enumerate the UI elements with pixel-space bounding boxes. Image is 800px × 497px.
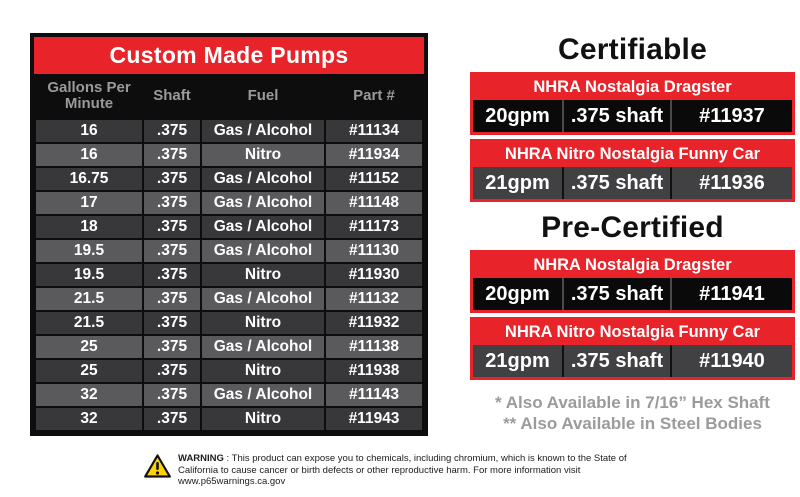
gpm-cell: 17 <box>36 192 142 214</box>
footnote-steel-bodies: ** Also Available in Steel Bodies <box>503 413 762 433</box>
shaft-cell: .375 <box>144 120 200 142</box>
gpm-cell: 19.5 <box>36 240 142 262</box>
cert-block-header: NHRA Nostalgia Dragster <box>533 256 732 274</box>
fuel-cell: Nitro <box>202 360 324 382</box>
cert-block-nitro-funny-car <box>470 139 795 202</box>
part-cell: #11138 <box>326 336 422 358</box>
gpm-value: 20gpm <box>473 278 562 310</box>
shaft-cell: .375 <box>144 288 200 310</box>
fuel-cell: Gas / Alcohol <box>202 240 324 262</box>
table-row <box>36 408 422 430</box>
shaft-cell: .375 <box>144 168 200 190</box>
table-row <box>36 312 422 334</box>
cert-block-header: NHRA Nitro Nostalgia Funny Car <box>504 145 761 163</box>
part-cell: #11934 <box>326 144 422 166</box>
cert-block-spec-row <box>473 345 792 377</box>
shaft-cell: .375 <box>144 216 200 238</box>
footnote-hex-shaft: * Also Available in 7/16” Hex Shaft <box>495 393 770 412</box>
table-row <box>36 168 422 190</box>
gpm-value: 21gpm <box>473 167 562 199</box>
shaft-value: .375 shaft <box>564 345 670 377</box>
table-row <box>36 144 422 166</box>
gpm-value: 20gpm <box>473 100 562 132</box>
part-cell: #11132 <box>326 288 422 310</box>
pump-table <box>34 74 424 432</box>
cert-block-spec-row <box>473 100 792 132</box>
gpm-cell: 16.75 <box>36 168 142 190</box>
warning-body: : This product can expose you to chemicals, including chromium, which is known to the State of California to cause cancer or birth defects or other reproductive harm. For more information visit www.p65warnings.ca.gov <box>178 453 627 487</box>
fuel-cell: Gas / Alcohol <box>202 216 324 238</box>
part-cell: #11173 <box>326 216 422 238</box>
gpm-cell: 25 <box>36 336 142 358</box>
part-cell: #11130 <box>326 240 422 262</box>
part-cell: #11134 <box>326 120 422 142</box>
gpm-cell: 32 <box>36 384 142 406</box>
certifiable-title: Certifiable <box>558 33 707 66</box>
column-header-gpm: Gallons Per Minute <box>36 76 142 118</box>
pump-table-title: Custom Made Pumps <box>34 37 424 74</box>
fuel-cell: Nitro <box>202 264 324 286</box>
part-cell: #11152 <box>326 168 422 190</box>
fuel-cell: Nitro <box>202 312 324 334</box>
shaft-value: .375 shaft <box>564 100 670 132</box>
table-row <box>36 288 422 310</box>
shaft-cell: .375 <box>144 360 200 382</box>
certification-column <box>470 33 795 434</box>
shaft-cell: .375 <box>144 312 200 334</box>
gpm-value: 21gpm <box>473 345 562 377</box>
table-row <box>36 192 422 214</box>
shaft-cell: .375 <box>144 240 200 262</box>
prop65-warning <box>144 453 656 488</box>
warning-text <box>178 453 656 488</box>
shaft-cell: .375 <box>144 144 200 166</box>
precert-block-nostalgia-dragster <box>470 250 795 313</box>
precert-block-nitro-funny-car <box>470 317 795 380</box>
gpm-cell: 16 <box>36 120 142 142</box>
table-row <box>36 360 422 382</box>
gpm-cell: 19.5 <box>36 264 142 286</box>
footnotes <box>470 393 795 434</box>
shaft-cell: .375 <box>144 336 200 358</box>
gpm-cell: 16 <box>36 144 142 166</box>
pre-certified-title: Pre-Certified <box>541 211 724 244</box>
table-row <box>36 216 422 238</box>
shaft-value: .375 shaft <box>564 167 670 199</box>
part-number: #11941 <box>672 278 792 310</box>
part-number: #11936 <box>672 167 792 199</box>
cert-block-header: NHRA Nostalgia Dragster <box>533 78 732 96</box>
warning-label: WARNING <box>178 453 224 464</box>
part-cell: #11148 <box>326 192 422 214</box>
part-cell: #11932 <box>326 312 422 334</box>
part-number: #11940 <box>672 345 792 377</box>
table-row <box>36 384 422 406</box>
table-row <box>36 336 422 358</box>
gpm-cell: 32 <box>36 408 142 430</box>
shaft-cell: .375 <box>144 264 200 286</box>
gpm-cell: 25 <box>36 360 142 382</box>
shaft-value: .375 shaft <box>564 278 670 310</box>
gpm-cell: 21.5 <box>36 288 142 310</box>
column-header-shaft: Shaft <box>144 76 200 118</box>
pump-table-body <box>36 120 422 430</box>
fuel-cell: Gas / Alcohol <box>202 288 324 310</box>
part-cell: #11938 <box>326 360 422 382</box>
part-cell: #11930 <box>326 264 422 286</box>
pump-table-header-row <box>36 76 422 118</box>
table-row <box>36 120 422 142</box>
cert-block-header: NHRA Nitro Nostalgia Funny Car <box>504 323 761 341</box>
fuel-cell: Gas / Alcohol <box>202 168 324 190</box>
part-cell: #11943 <box>326 408 422 430</box>
shaft-cell: .375 <box>144 384 200 406</box>
warning-triangle-icon <box>144 454 171 478</box>
pump-table-card <box>30 33 428 436</box>
column-header-fuel: Fuel <box>202 76 324 118</box>
cert-block-spec-row <box>473 167 792 199</box>
cert-block-spec-row <box>473 278 792 310</box>
table-row <box>36 264 422 286</box>
cert-block-nostalgia-dragster <box>470 72 795 135</box>
fuel-cell: Gas / Alcohol <box>202 192 324 214</box>
gpm-cell: 21.5 <box>36 312 142 334</box>
part-number: #11937 <box>672 100 792 132</box>
part-cell: #11143 <box>326 384 422 406</box>
gpm-cell: 18 <box>36 216 142 238</box>
fuel-cell: Gas / Alcohol <box>202 336 324 358</box>
shaft-cell: .375 <box>144 192 200 214</box>
column-header-part: Part # <box>326 76 422 118</box>
fuel-cell: Gas / Alcohol <box>202 384 324 406</box>
shaft-cell: .375 <box>144 408 200 430</box>
fuel-cell: Nitro <box>202 408 324 430</box>
fuel-cell: Nitro <box>202 144 324 166</box>
fuel-cell: Gas / Alcohol <box>202 120 324 142</box>
table-row <box>36 240 422 262</box>
